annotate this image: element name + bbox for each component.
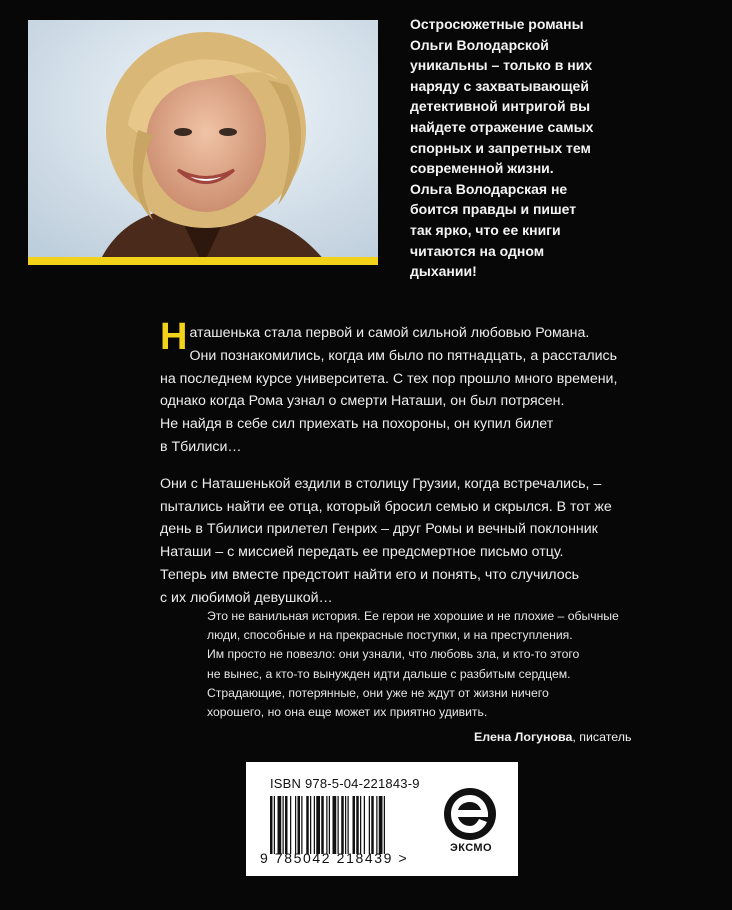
quote-author: Елена Логунова [474, 730, 573, 744]
blurb-line: так ярко, что ее книги [410, 221, 561, 238]
synopsis-line: Они с Наташенькой ездили в столицу Грузии, когда встречались, – [160, 475, 602, 492]
author-portrait-icon [28, 20, 378, 265]
barcode-bar [345, 796, 346, 854]
publisher-name: ЭКСМО [450, 842, 492, 854]
barcode-bar [295, 796, 296, 854]
synopsis-line: в Тбилиси… [160, 438, 242, 455]
blurb-line: спорных и запретных тем [410, 139, 591, 156]
barcode-bar [326, 796, 327, 854]
blurb-line: Ольги Володарской [410, 36, 549, 53]
barcode-icon [270, 796, 420, 854]
barcode-bar [306, 796, 309, 854]
isbn-barcode-panel [246, 762, 518, 876]
synopsis-line: с их любимой девушкой… [160, 589, 333, 606]
blurb-line: современной жизни. [410, 160, 554, 177]
barcode-bar [283, 796, 284, 854]
barcode-bar [285, 796, 288, 854]
barcode-bar [356, 796, 359, 854]
synopsis-first-line-text: аташенька стала первой и самой сильной любовью Романа. [189, 325, 590, 341]
blurb-line: Ольга Володарская не [410, 180, 568, 197]
barcode-bar [270, 796, 273, 854]
quote-line: хорошего, но она еще может их приятно удивить. [207, 705, 488, 720]
drop-cap: Н [160, 316, 188, 358]
synopsis-line: на последнем курсе университета. С тех пор прошло много времени, [160, 370, 618, 387]
quote-line: Им просто не повезло: они узнали, что любовь зла, и кто-то этого [207, 647, 580, 662]
eksmo-logo-icon [442, 786, 498, 842]
synopsis-line: Не найдя в себе сил приехать на похороны, он купил билет [160, 416, 554, 433]
blurb-line: боится правды и пишет [410, 201, 577, 218]
quote-author-role: , писатель [572, 730, 632, 744]
barcode-bar [274, 796, 275, 854]
blurb-line: дыхании! [410, 263, 477, 280]
review-quote [207, 607, 657, 722]
quote-attribution [474, 730, 631, 744]
barcode-bar [348, 796, 349, 854]
barcode-bar [290, 796, 291, 854]
synopsis-line: день в Тбилиси прилетел Генрих – друг Ромы и вечный поклонник [160, 521, 598, 538]
synopsis-line: пытались найти ее отца, который бросил семью и скрылся. В тот же [160, 498, 612, 515]
blurb-line: найдете отражение самых [410, 118, 594, 135]
barcode-bar [341, 796, 344, 854]
barcode-bar [329, 796, 330, 854]
author-photo [28, 20, 378, 265]
quote-line: Это не ванильная история. Ее герои не хорошие и не плохие – обычные [207, 609, 619, 623]
blurb-line: детективной интригой вы [410, 98, 591, 115]
barcode-bar [333, 796, 337, 854]
quote-line: люди, способные и на прекрасные поступки, и на преступления. [207, 628, 573, 643]
barcode-bar [314, 796, 315, 854]
barcode-bar [316, 796, 320, 854]
barcode-bar [353, 796, 356, 854]
quote-line: не вынес, а кто-то вынужден идти дальше с разбитым сердцем. [207, 666, 571, 681]
quote-line: Страдающие, потерянные, они уже не ждут от жизни ничего [207, 685, 549, 700]
synopsis-line: Они познакомились, когда им было по пятнадцать, а расстались [189, 347, 618, 364]
blurb-line: Остросюжетные романы [410, 16, 584, 32]
barcode-bar [278, 796, 282, 854]
synopsis-line: однако когда Рома узнал о смерти Наташи, он был потрясен. [160, 393, 565, 410]
barcode-bar [321, 796, 324, 854]
synopsis-line: Теперь им вместе предстоит найти его и понять, что случилось [160, 566, 580, 583]
barcode-bar [371, 796, 374, 854]
barcode-bar [369, 796, 370, 854]
barcode-bar [379, 796, 383, 854]
barcode-bar [360, 796, 361, 854]
barcode-bar [384, 796, 385, 854]
barcode-bar [364, 796, 365, 854]
synopsis-line: Наташи – с миссией передать ее предсмертное письмо отцу. [160, 544, 564, 561]
barcode-bar [298, 796, 301, 854]
barcode-bar [310, 796, 311, 854]
barcode-digits: 9 785042 218439 > [260, 850, 409, 866]
publisher-blurb [410, 14, 710, 282]
blurb-line: наряду с захватывающей [410, 77, 589, 94]
synopsis [160, 316, 660, 610]
blurb-line: уникальны – только в них [410, 57, 593, 74]
barcode-bar [301, 796, 302, 854]
photo-accent-stripe [28, 257, 378, 265]
barcode-bar [376, 796, 377, 854]
barcode-bar [338, 796, 339, 854]
isbn-number: ISBN 978-5-04-221843-9 [270, 776, 420, 791]
blurb-line: читаются на одном [410, 242, 545, 259]
paragraph-gap [160, 459, 660, 473]
